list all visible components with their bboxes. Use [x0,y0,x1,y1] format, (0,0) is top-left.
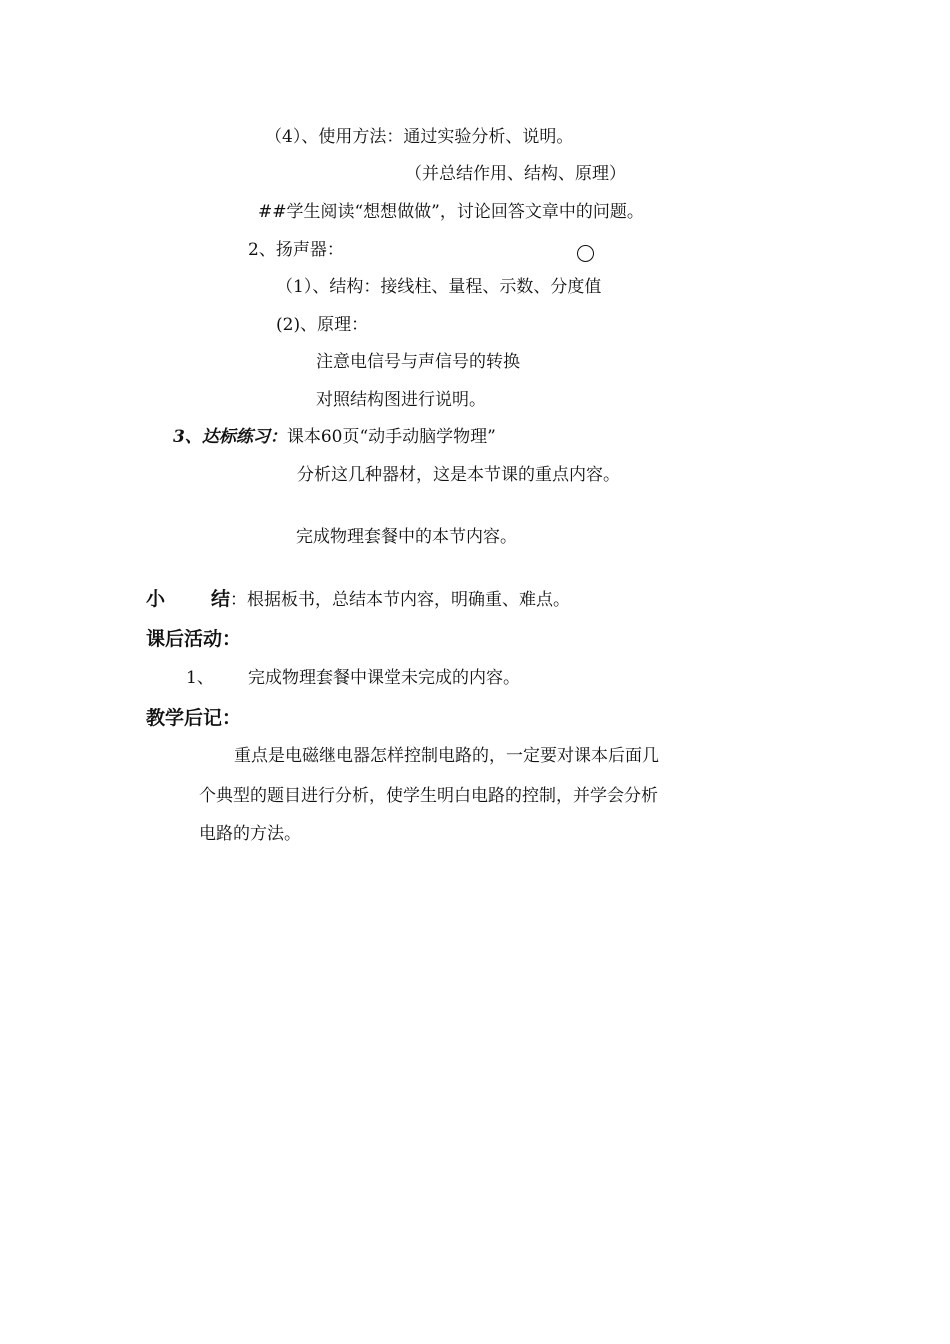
after-class-heading: 课后活动： [146,628,242,650]
principle-line: (2)、原理： [276,315,369,335]
circle-icon [577,245,594,262]
signal-note-line: 注意电信号与声信号的转换 [316,352,520,372]
summary-label-b: 结 [211,588,231,610]
after-class-item-number: 1、 [186,668,214,688]
reflection-heading: 教学后记： [146,707,242,729]
reflection-line-3: 电路的方法。 [199,824,301,844]
diagram-note-line: 对照结构图进行说明。 [316,390,486,410]
after-class-item-text: 完成物理套餐中课堂未完成的内容。 [248,668,520,688]
summary-note-line: （并总结作用、结构、原理） [405,164,626,184]
analyze-line: 分析这几种器材，这是本节课的重点内容。 [297,465,620,485]
reflection-line-2: 个典型的题目进行分析，使学生明白电路的控制，并学会分析 [199,786,658,806]
speaker-heading: 2、扬声器： [248,240,344,260]
summary-text: ：根据板书，总结本节内容，明确重、难点。 [230,590,571,610]
reflection-line-1: 重点是电磁继电器怎样控制电路的，一定要对课本后面几 [234,746,659,766]
exercise-label: 3、达标练习： [173,427,287,447]
student-read-line: ##学生阅读“想想做做”，讨论回答文章中的问题。 [258,202,644,222]
summary-label-a: 小 [146,588,166,610]
exercise-line [173,426,496,448]
structure-line: （1）、结构：接线柱、量程、示数、分度值 [276,277,602,297]
usage-method-line: （4）、使用方法：通过实验分析、说明。 [265,127,574,147]
complete-package-line: 完成物理套餐中的本节内容。 [296,527,517,547]
exercise-text: 课本60页“动手动脑学物理” [286,427,496,447]
summary-line [146,588,570,611]
